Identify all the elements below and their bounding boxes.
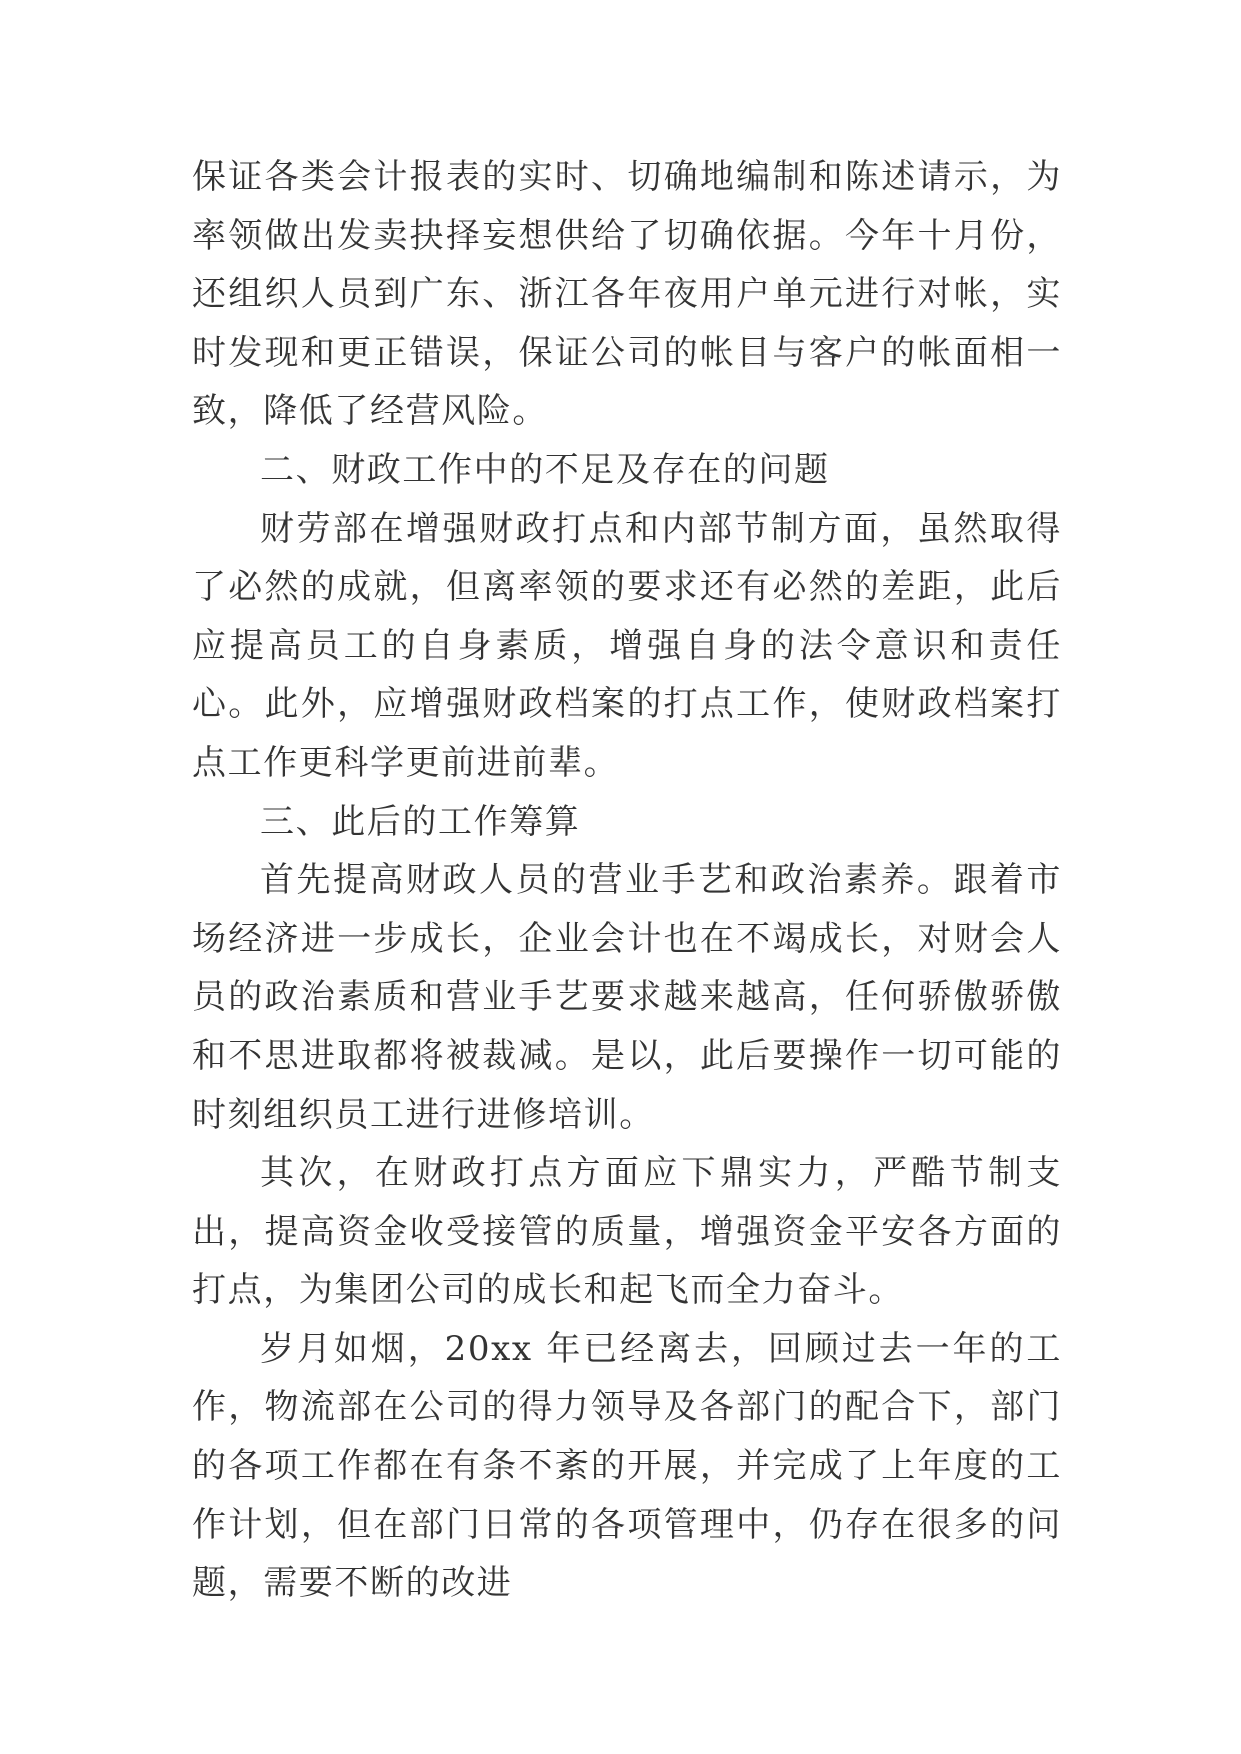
paragraph-shortcomings: 财劳部在增强财政打点和内部节制方面，虽然取得了必然的成就，但离率领的要求还有必然的差距，此后应提高员工的自身素质，增强自身的法令意识和责任心。此外，应增强财政档案的打点工作，使财政档案打点工作更科学更前进前辈。: [192, 508, 1062, 783]
document-body: [192, 148, 1062, 1613]
section-heading-2: 二、财政工作中的不足及存在的问题: [260, 449, 830, 490]
paragraph-logistics-intro: 岁月如烟，20xx 年已经离去，回顾过去一年的工作，物流部在公司的得力领导及各部门的配合下，部门的各项工作都在有条不紊的开展，并完成了上年度的工作计划，但在部门日常的各项管理中，仍存在很多的问题，需要不断的改进: [192, 1328, 1062, 1604]
section-heading-3: 三、此后的工作筹算: [260, 801, 581, 842]
paragraph-plan-first: 首先提高财政人员的营业手艺和政治素养。跟着市场经济进一步成长，企业会计也在不竭成长，对财会人员的政治素质和营业手艺要求越来越高，任何骄傲骄傲和不思进取都将被裁减。是以，此后要操作一切可能的时刻组织员工进行进修培训。: [192, 860, 1062, 1135]
paragraph-continuation: 保证各类会计报表的实时、切确地编制和陈述请示，为率领做出发卖抉择妄想供给了切确依据。今年十月份，还组织人员到广东、浙江各年夜用户单元进行对帐，实时发现和更正错误，保证公司的帐目与客户的帐面相一致，降低了经营风险。: [192, 157, 1062, 432]
paragraph-plan-second: 其次，在财政打点方面应下鼎实力，严酷节制支出，提高资金收受接管的质量，增强资金平安各方面的打点，为集团公司的成长和起飞而全力奋斗。: [192, 1153, 1062, 1311]
